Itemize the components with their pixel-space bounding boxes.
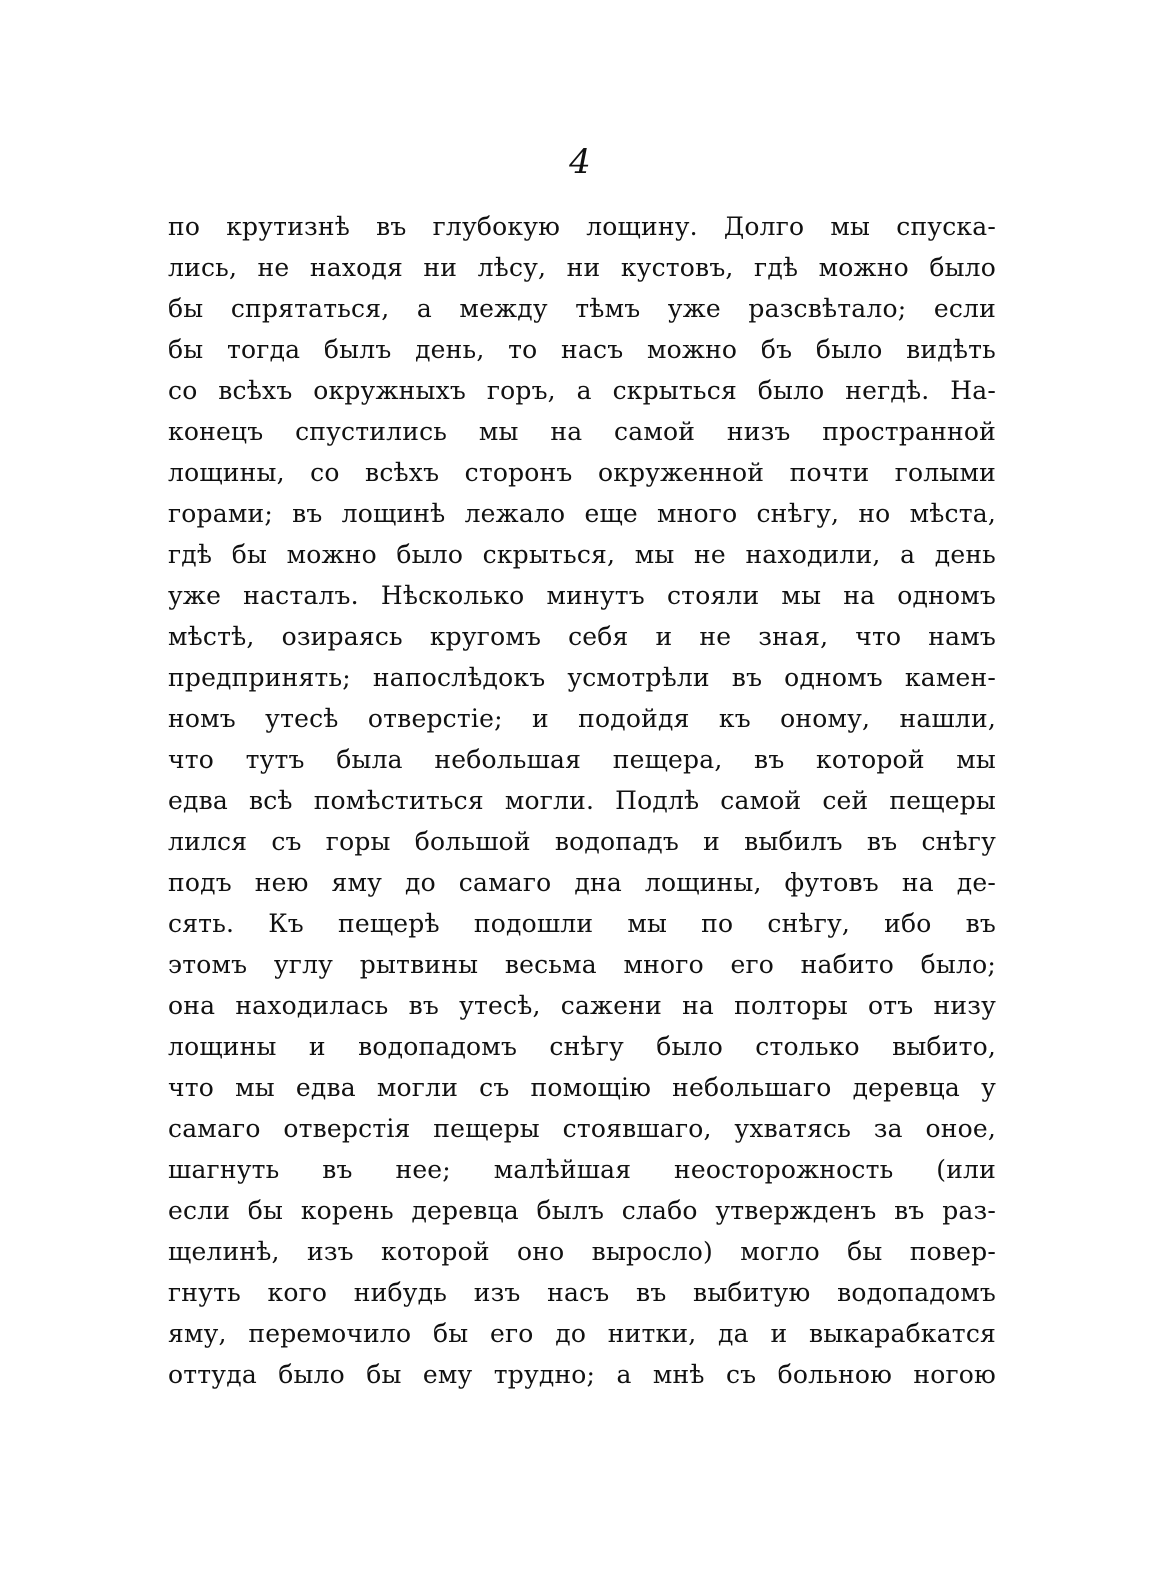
text-line-16: лился съ горы большой водопадъ и выбилъ въ снѣгу [168,827,996,856]
text-line-1: по крутизнѣ въ глубокую лощину. Долго мы спуска- [168,212,996,241]
text-line-4: бы тогда былъ день, то насъ можно бъ было видѣть [168,335,996,364]
text-line-24: шагнуть въ нее; малѣйшая неосторожность (или [168,1155,996,1184]
text-line-28: яму, перемочило бы его до нитки, да и выкарабкатся [168,1319,996,1348]
page-number: 4 [569,142,591,182]
text-line-20: она находилась въ утесѣ, сажени на полторы отъ низу [168,991,996,1020]
text-line-23: самаго отверстія пещеры стоявшаго, ухватясь за оное, [168,1114,996,1143]
text-line-5: со всѣхъ окружныхъ горъ, а скрыться было негдѣ. На- [168,376,996,405]
text-line-15: едва всѣ помѣститься могли. Подлѣ самой сей пещеры [168,786,996,815]
text-line-2: лись, не находя ни лѣсу, ни кустовъ, гдѣ можно было [168,253,996,282]
text-line-21: лощины и водопадомъ снѣгу было столько выбито, [168,1032,996,1061]
text-line-17: подъ нею яму до самаго дна лощины, футовъ на де- [168,868,996,897]
text-line-14: что тутъ была небольшая пещера, въ которой мы [168,745,996,774]
text-line-26: щелинѣ, изъ которой оно выросло) могло бы повер- [168,1237,996,1266]
text-line-3: бы спрятаться, а между тѣмъ уже разсвѣтало; если [168,294,996,323]
text-line-8: горами; въ лощинѣ лежало еще много снѣгу, но мѣста, [168,499,996,528]
text-line-18: сять. Къ пещерѣ подошли мы по снѣгу, ибо въ [168,909,996,938]
text-line-22: что мы едва могли съ помощію небольшаго деревца у [168,1073,996,1102]
text-line-6: конецъ спустились мы на самой низъ пространной [168,417,996,446]
text-line-29: оттуда было бы ему трудно; а мнѣ съ больною ногою [168,1360,996,1389]
text-line-19: этомъ углу рытвины весьма много его набито было; [168,950,996,979]
text-line-12: предпринять; напослѣдокъ усмотрѣли въ одномъ камен- [168,663,996,692]
text-line-13: номъ утесѣ отверстіе; и подойдя къ оному, нашли, [168,704,996,733]
body-text [168,206,996,1395]
text-line-27: гнуть кого нибудь изъ насъ въ выбитую водопадомъ [168,1278,996,1307]
text-line-10: уже насталъ. Нѣсколько минутъ стояли мы на одномъ [168,581,996,610]
text-line-7: лощины, со всѣхъ сторонъ окруженной почти голыми [168,458,996,487]
text-line-9: гдѣ бы можно было скрыться, мы не находили, а день [168,540,996,569]
text-line-11: мѣстѣ, озираясь кругомъ себя и не зная, что намъ [168,622,996,651]
text-line-25: если бы корень деревца былъ слабо утвержденъ въ раз- [168,1196,996,1225]
